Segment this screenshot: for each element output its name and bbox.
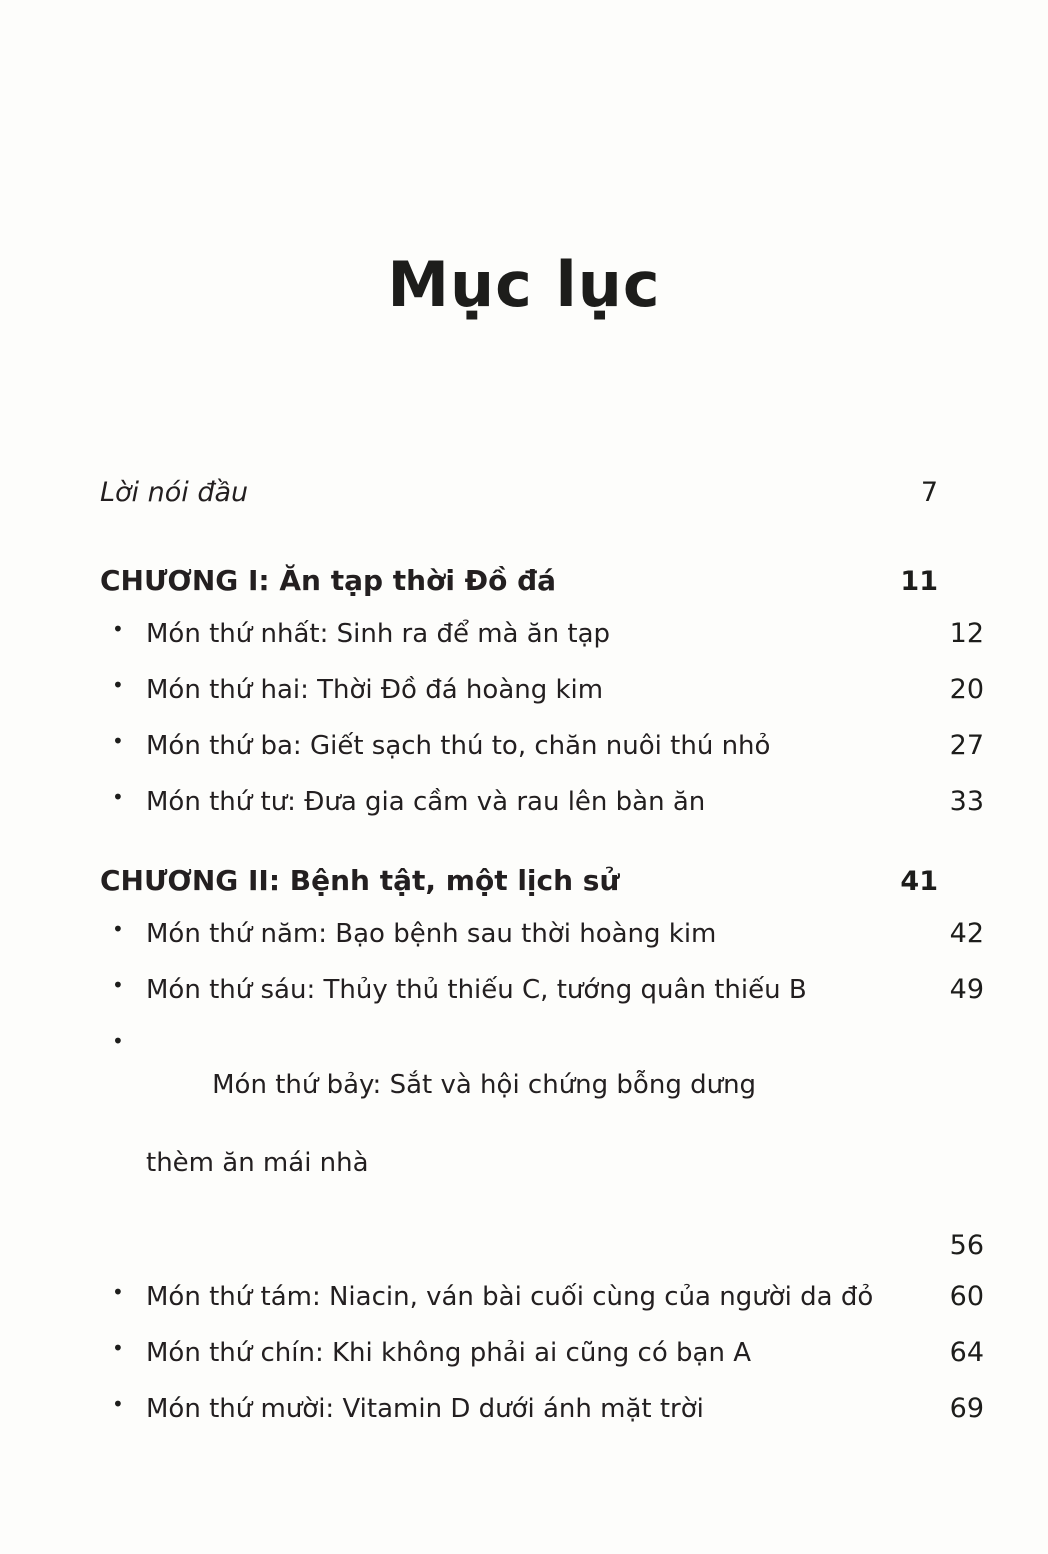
toc-entry-label: Món thứ tám: Niacin, ván bài cuối cùng của người da đỏ [146, 1282, 874, 1313]
toc-chapter-2[interactable] [100, 864, 938, 897]
toc-chapter-page: 41 [900, 866, 938, 898]
toc-entry-page: 27 [949, 730, 984, 762]
bullet-icon: • [112, 972, 124, 997]
page-title: Mục lục [387, 248, 661, 321]
toc-entry-page: 69 [949, 1393, 984, 1425]
toc-entry[interactable] [100, 727, 984, 766]
toc-entry[interactable] [100, 671, 984, 710]
toc-entry[interactable] [100, 971, 984, 1010]
bullet-icon: • [112, 916, 124, 941]
toc-entry-label: Món thứ bảy: Sắt và hội chứng bỗng dưng [212, 1070, 757, 1101]
toc-entry-label-line2: thèm ăn mái nhà [146, 1148, 369, 1179]
toc-entry[interactable] [100, 1390, 984, 1429]
toc-entry[interactable] [100, 1334, 984, 1373]
toc-entry-page: 42 [949, 918, 984, 950]
toc-entry-label: Món thứ ba: Giết sạch thú to, chăn nuôi thú nhỏ [146, 731, 771, 762]
toc-entry-page: 33 [949, 786, 984, 818]
bullet-icon: • [112, 1335, 124, 1360]
toc-entry[interactable] [100, 783, 984, 822]
toc-entry[interactable] [100, 615, 984, 654]
toc-entry[interactable] [100, 1027, 984, 1261]
toc-entry-label: Món thứ nhất: Sinh ra để mà ăn tạp [146, 619, 611, 650]
bullet-icon: • [112, 1391, 124, 1416]
toc-entry[interactable] [100, 915, 984, 954]
toc-entry[interactable] [100, 1278, 984, 1317]
toc-entry-label: Món thứ năm: Bạo bệnh sau thời hoàng kim [146, 919, 717, 950]
toc-chapter-label: CHƯƠNG I: Ăn tạp thời Đồ đá [100, 564, 557, 598]
toc-entry-label: Món thứ mười: Vitamin D dưới ánh mặt trời [146, 1394, 704, 1425]
toc-entry-page: 12 [949, 618, 984, 650]
toc-entry-label: Món thứ tư: Đưa gia cầm và rau lên bàn ăn [146, 787, 706, 818]
toc-entry-page: 7 [920, 477, 938, 509]
toc-entry-page: 64 [949, 1337, 984, 1369]
toc-entry-label: Món thứ hai: Thời Đồ đá hoàng kim [146, 675, 604, 706]
bullet-icon: • [112, 672, 124, 697]
bullet-icon: • [112, 728, 124, 753]
toc-chapter-1[interactable] [100, 564, 938, 597]
toc-chapter-page: 11 [900, 566, 938, 598]
toc-entry-page: 20 [949, 674, 984, 706]
bullet-icon: • [112, 1028, 124, 1053]
toc-entry-page: 56 [949, 1230, 984, 1262]
toc-entry-label: Lời nói đầu [100, 477, 249, 509]
toc-entry-label: Món thứ chín: Khi không phải ai cũng có bạn A [146, 1338, 751, 1369]
toc-entry-page: 49 [949, 974, 984, 1006]
bullet-icon: • [112, 784, 124, 809]
toc-entry-label-wrap [146, 1027, 926, 1261]
toc-entry-preface[interactable] [100, 477, 938, 508]
toc-entry-label: Món thứ sáu: Thủy thủ thiếu C, tướng quân thiếu B [146, 975, 807, 1006]
toc-chapter-label: CHƯƠNG II: Bệnh tật, một lịch sử [100, 864, 620, 898]
bullet-icon: • [112, 1279, 124, 1304]
toc-entry-page: 60 [949, 1281, 984, 1313]
toc-list [0, 477, 1048, 1429]
bullet-icon: • [112, 616, 124, 641]
